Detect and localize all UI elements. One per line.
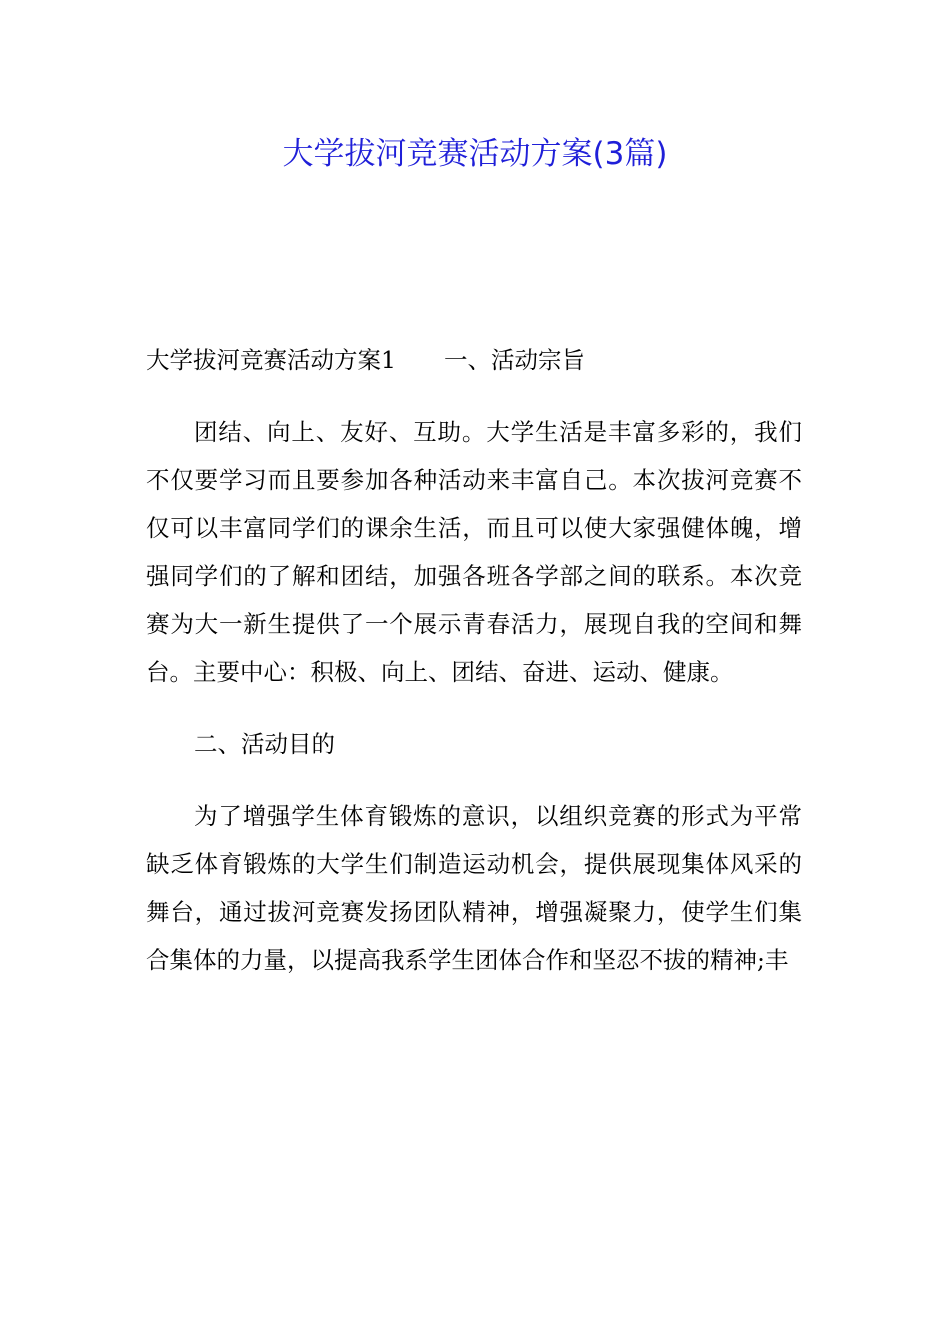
section-heading-2: 二、活动目的 — [194, 730, 335, 758]
paragraph-1: 团结、向上、友好、互助。大学生活是丰富多彩的，我们不仅要学习而且要参加各种活动来丰富自己。本次拔河竞赛不仅可以丰富同学们的课余生活，而且可以使大家强健体魄，增强同学们的了解和团结，加强各班各学部之间的联系。本次竞赛为大一新生提供了一个展示青春活力，展现自我的空间和舞台。主要中心：积极、向上、团结、奋进、运动、健康。 — [146, 418, 802, 686]
document-title: 大学拔河竞赛活动方案(3篇) — [282, 136, 668, 172]
paragraph-2: 为了增强学生体育锻炼的意识，以组织竞赛的形式为平常缺乏体育锻炼的大学生们制造运动机会，提供展现集体风采的舞台，通过拔河竞赛发扬团队精神，增强凝聚力，使学生们集合集体的力量，以提高我系学生团体合作和坚忍不拔的精神;丰 — [146, 802, 802, 974]
doc-heading: 大学拔河竞赛活动方案1 — [146, 346, 396, 374]
first-line — [146, 336, 802, 384]
section-heading-1: 一、活动宗旨 — [443, 346, 585, 374]
document-body — [146, 336, 802, 1008]
